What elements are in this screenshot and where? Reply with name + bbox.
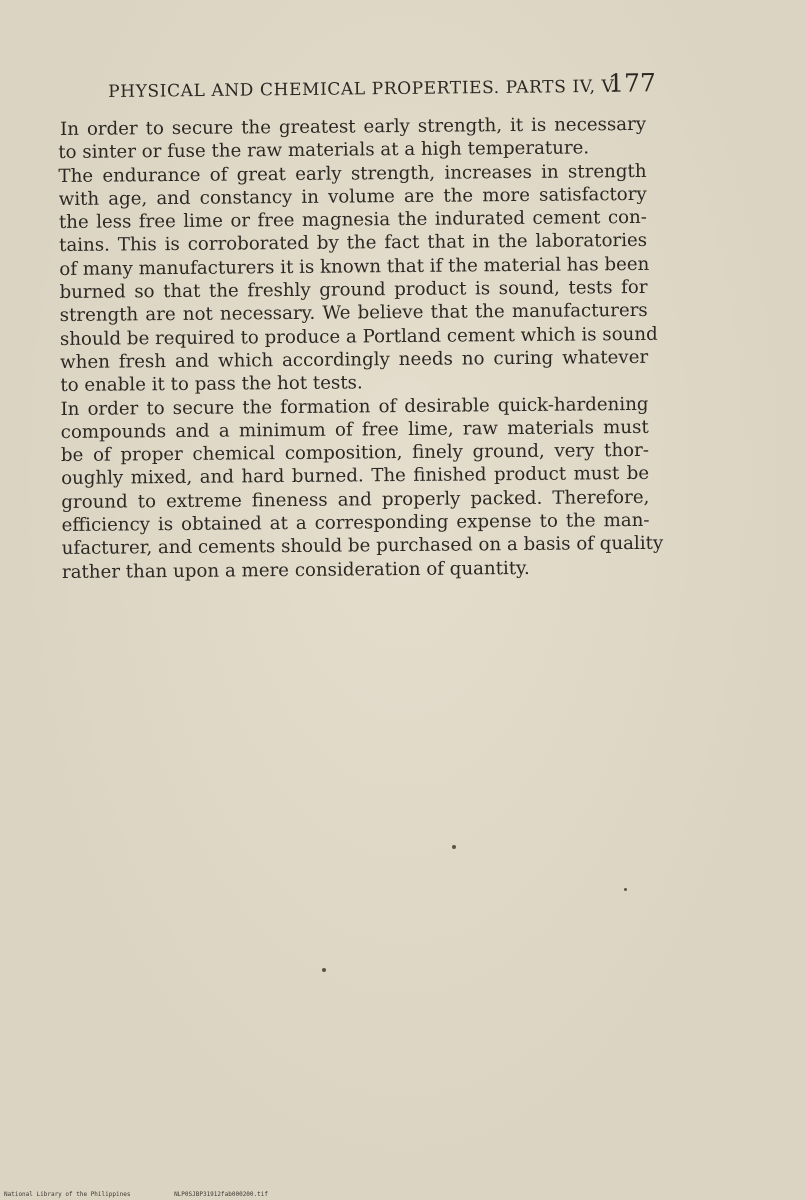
text-line: with age, and constancy in volume are the more satisfactory xyxy=(58,183,647,210)
text-line: to enable it to pass the hot tests. xyxy=(60,372,363,397)
running-head xyxy=(108,68,656,104)
text-line: In order to secure the formation of desirable quick-hardening xyxy=(60,393,649,420)
scan-footer xyxy=(4,1191,308,1198)
library-name: National Library of the Philippines xyxy=(4,1191,131,1198)
paper-speck xyxy=(624,888,627,891)
paper-speck xyxy=(452,845,456,849)
text-line: to sinter or fuse the raw materials at a high temperature. xyxy=(58,137,590,164)
text-line: In order to secure the greatest early strength, it is necessary xyxy=(60,113,647,140)
body-text xyxy=(58,113,664,584)
text-line: strength are not necessary. We believe that the manufacturers xyxy=(59,300,648,327)
text-line: the less free lime or free magnesia the indurated cement con- xyxy=(58,207,647,234)
text-line: compounds and a minimum of free lime, raw materials must xyxy=(60,416,649,443)
running-head-title: PHYSICAL AND CHEMICAL PROPERTIES. PARTS IV, V. xyxy=(108,76,618,102)
text-line: should be required to produce a Portland cement which is sound xyxy=(59,323,658,350)
text-line: ground to extreme fineness and properly packed. Therefore, xyxy=(61,486,650,513)
text-line: The endurance of great early strength, increases in strength xyxy=(58,160,647,187)
scan-file-name: NLP0SJBP31912fab000200.tif xyxy=(174,1191,268,1198)
text-line: oughly mixed, and hard burned. The finished product must be xyxy=(61,463,650,490)
page-number: 177 xyxy=(607,68,656,98)
text-line: rather than upon a mere consideration of quantity. xyxy=(61,557,530,583)
text-line: efficiency is obtained at a corresponding expense to the man- xyxy=(61,509,650,537)
text-line: when fresh and which accordingly needs no curing whatever xyxy=(60,346,649,373)
text-line: burned so that the freshly ground product is sound, tests for xyxy=(59,276,648,304)
text-line: be of proper chemical composition, finely ground, very thor- xyxy=(60,440,650,467)
text-line: tains. This is corroborated by the fact that in the laboratories xyxy=(59,230,648,257)
text-line: ufacturer, and cements should be purchased on a basis of quality xyxy=(61,533,664,560)
text-line: of many manufacturers it is known that if the material has been xyxy=(59,253,650,280)
paper-speck xyxy=(322,968,326,972)
